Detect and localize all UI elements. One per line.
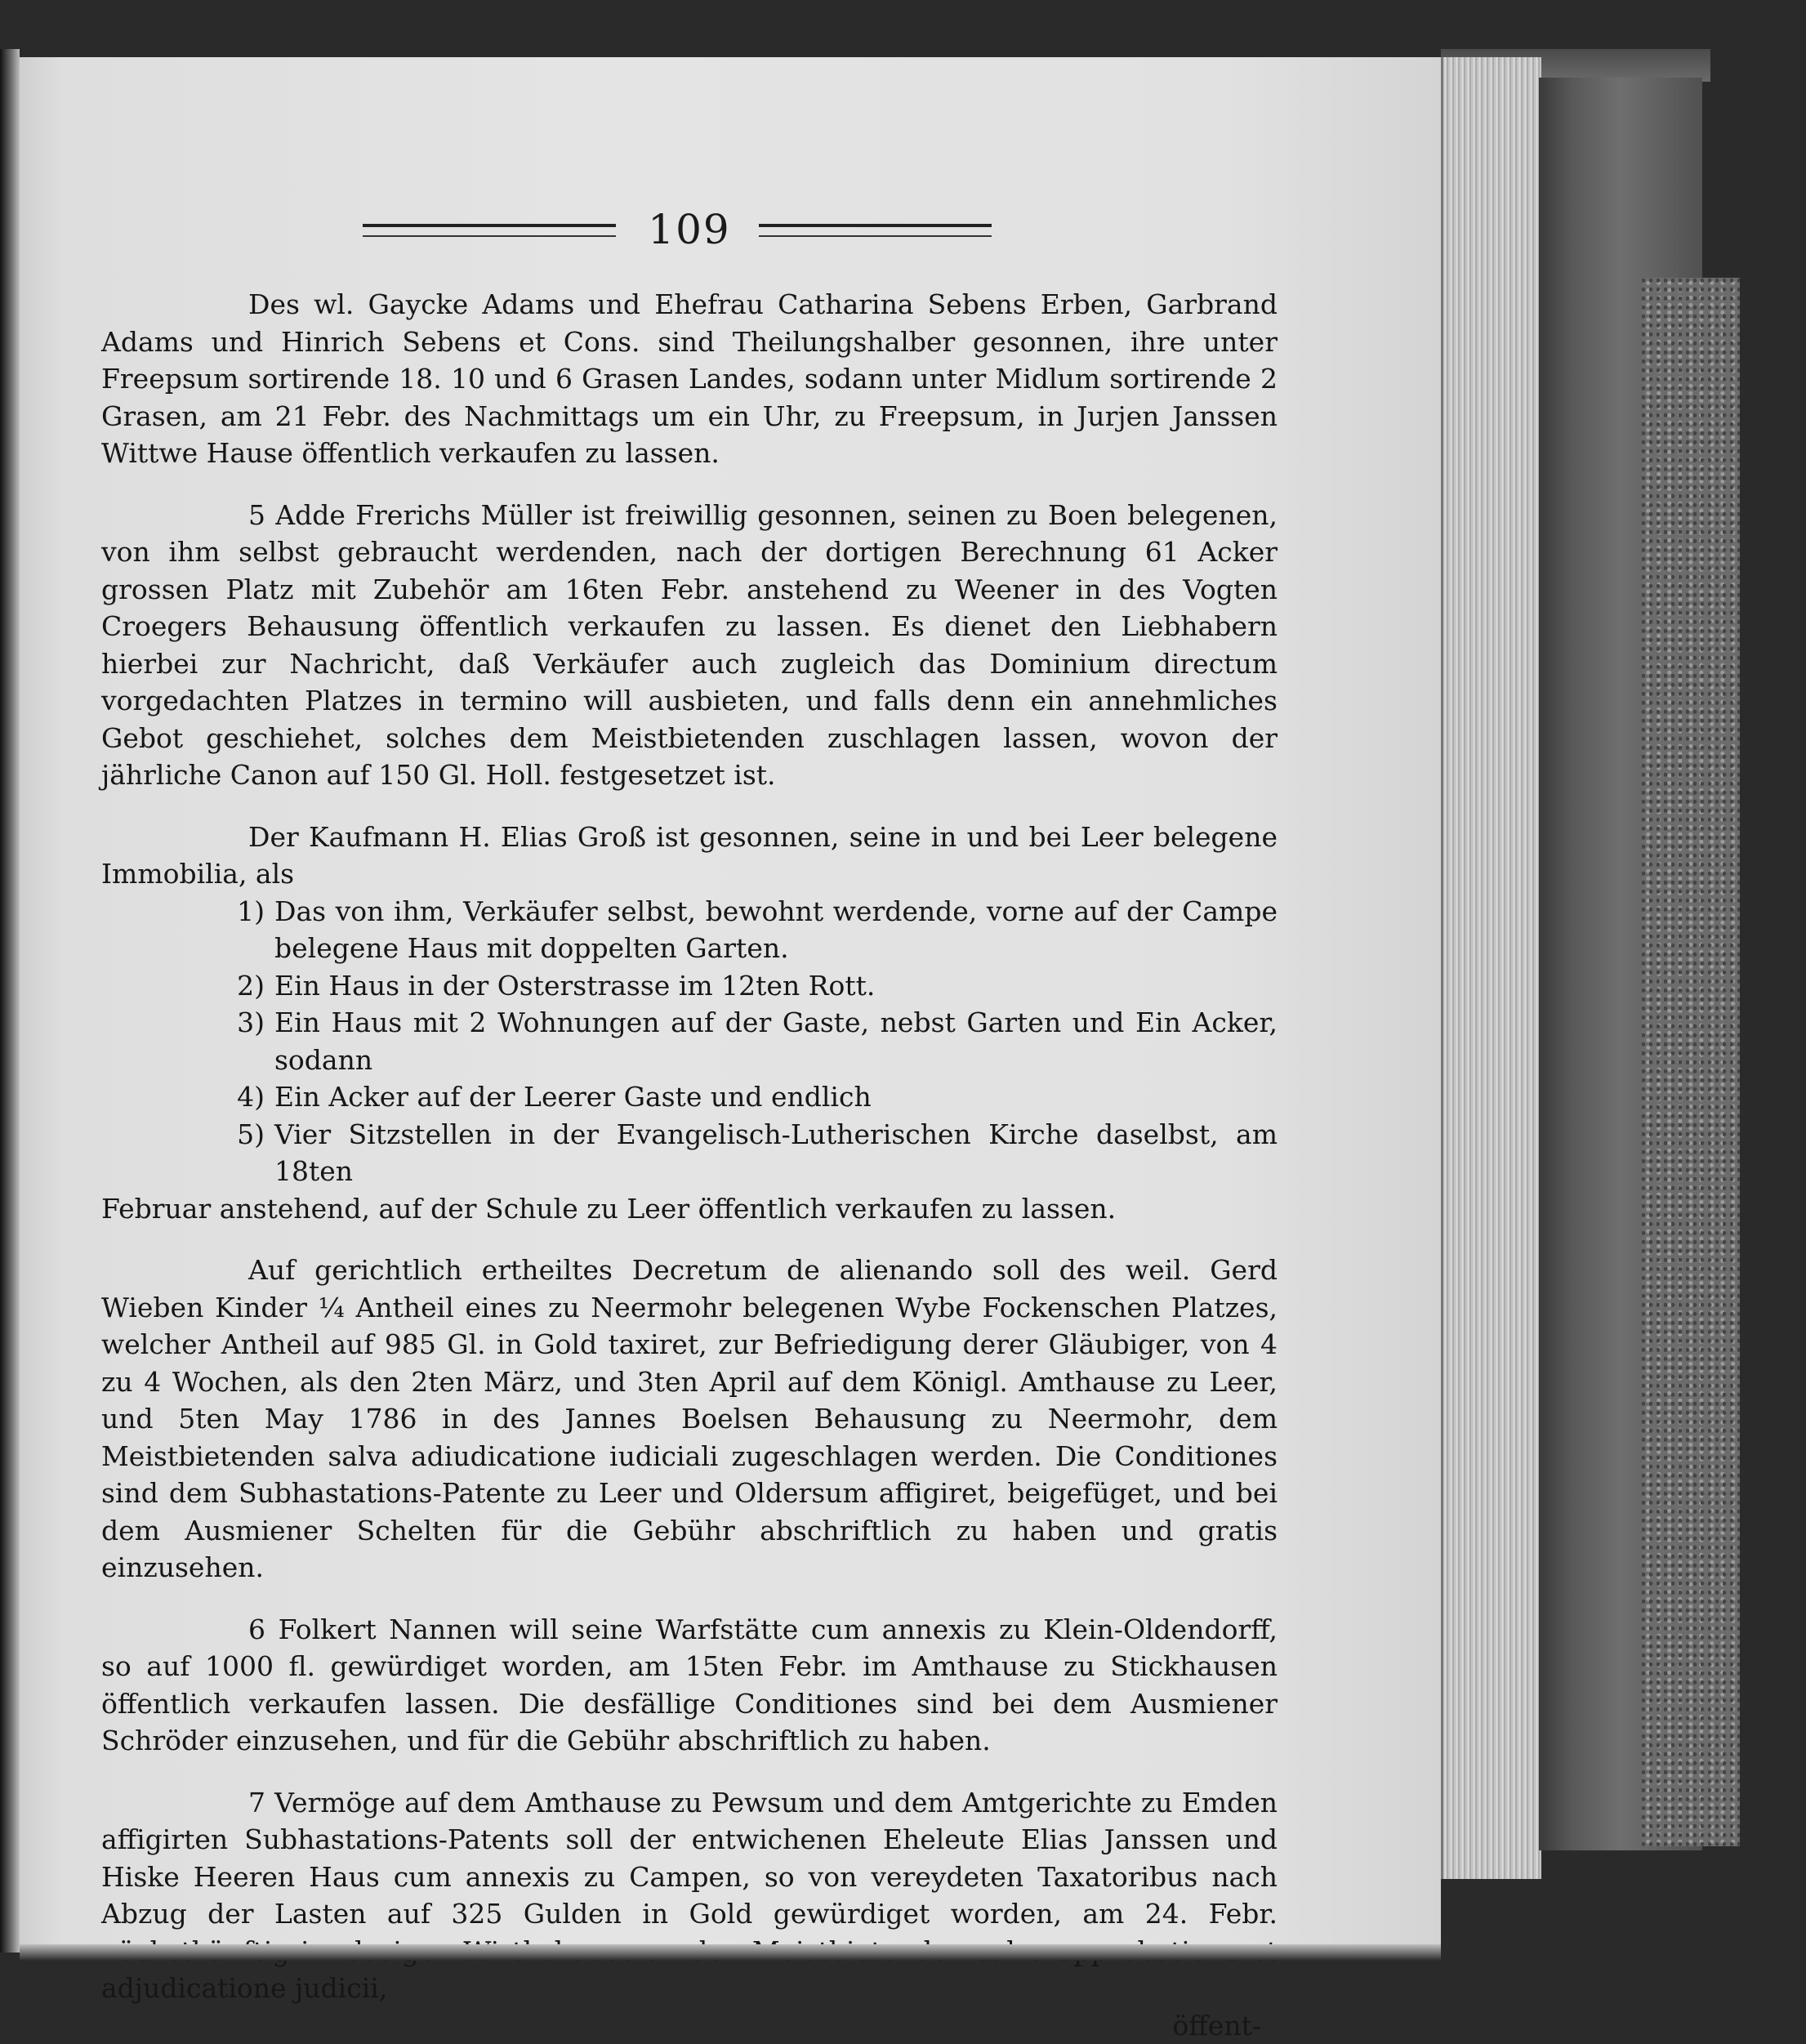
page-bottom-shadow [20, 1944, 1441, 1961]
list-item [101, 1116, 1278, 1190]
marbled-cover [1642, 278, 1740, 1846]
list-item [101, 967, 1278, 1005]
book-page [20, 57, 1441, 1953]
catchword: öffent- [101, 2007, 1278, 2044]
paragraph-3-intro: Der Kaufmann H. Elias Groß ist gesonnen, seine in und bei Leer belegene Immobilia, als [101, 819, 1278, 893]
header-rule-right [759, 224, 992, 237]
paragraph-6: 7 Vermöge auf dem Amthause zu Pewsum und dem Amtgerichte zu Emden affigirten Subhastations-Patents soll der entwichenen Eheleute Elias Janssen und Hiske Heeren Haus cum annexis zu Campen, so von vereydeten Taxatoribus nach Abzug der Lasten auf 325 Gulden in Gold gewürdiget worden, am 24. Febr. adjudicatione judicii, [101, 1784, 1278, 2007]
page-number: 109 [636, 206, 742, 253]
left-page-edge [0, 49, 20, 1953]
page-body [101, 286, 1278, 1953]
list-item-text: Ein Acker auf der Leerer Gaste und endlich [274, 1078, 1278, 1116]
list-item [101, 1004, 1278, 1078]
list-item-text: Das von ihm, Verkäufer selbst, bewohnt werdende, vorne auf der Campe belegene Haus mit doppelten Garten. [274, 893, 1278, 967]
paragraph-5: 6 Folkert Nannen will seine Warfstätte cum annexis zu Klein-Oldendorff, so auf 1000 fl. gewürdiget worden, am 15ten Febr. im Amthause zu Stickhausen öffentlich verkaufen lassen. Die desfällige Conditiones sind bei dem Ausmiener Schröder einzusehen, und für die Gebühr abschriftlich zu haben. [101, 1611, 1278, 1760]
paragraph-1: Des wl. Gaycke Adams und Ehefrau Catharina Sebens Erben, Garbrand Adams und Hinrich Sebens et Cons. sind Theilungshalber gesonnen, ihre unter Freepsum sortirende 18. 10 und 6 Grasen Landes, sodann unter Midlum sortirende 2 Grasen, am 21 Febr. des Nachmittags um ein Uhr, zu Freepsum, in Jurjen Janssen Wittwe Hause öffentlich verkaufen zu lassen. [101, 286, 1278, 472]
list-item-number: 2) [101, 967, 274, 1005]
list-item [101, 1078, 1278, 1116]
page-header [20, 211, 1441, 243]
list-item [101, 893, 1278, 967]
list-item-text: Ein Haus mit 2 Wohnungen auf der Gaste, nebst Garten und Ein Acker, sodann [274, 1004, 1278, 1078]
list-item-number: 4) [101, 1078, 274, 1116]
paragraph-2: 5 Adde Frerichs Müller ist freiwillig gesonnen, seinen zu Boen belegenen, von ihm selbst gebraucht werdenden, nach der dortigen Berechnung 61 Acker grossen Platz mit Zubehör am 16ten Febr. anstehend zu Weener in des Vogten Croegers Behausung öffentlich verkaufen zu lassen. Es dienet den Liebhabern hierbei zur Nachricht, daß Verkäufer auch zugleich das Dominium directum vorgedachten Platzes in termino will ausbieten, und falls denn ein annehmliches Gebot geschiehet, solches dem Meistbietenden zuschlagen lassen, wovon der jährliche Canon auf 150 Gl. Holl. festgesetzet ist. [101, 497, 1278, 794]
paragraph-3 [101, 819, 1278, 1228]
paragraph-4: Auf gerichtlich ertheiltes Decretum de alienando soll des weil. Gerd Wieben Kinder ¼ Antheil eines zu Neermohr belegenen Wybe Fockenschen Platzes, welcher Antheil auf 985 Gl. in Gold taxiret, zur Befriedigung derer Gläubiger, von 4 zu 4 Wochen, als den 2ten März, und 3ten April auf dem Königl. Amthause zu Leer, und 5ten May 1786 in des Jannes Boelsen Behausung zu Neermohr, dem Meistbietenden salva adiudicatione iudiciali zugeschlagen werden. Die Conditiones sind dem Subhastations-Patente zu Leer und Oldersum affigiret, beigefüget, und bei dem Ausmiener Schelten für die Gebühr abschriftlich zu haben und gratis einzusehen. [101, 1252, 1278, 1587]
header-rule-left [363, 224, 616, 237]
list-item-number: 3) [101, 1004, 274, 1078]
list-item-text: Vier Sitzstellen in der Evangelisch-Lutherischen Kirche daselbst, am 18ten [274, 1116, 1278, 1190]
page-edges-stack [1441, 57, 1541, 1879]
list-item-text: Ein Haus in der Osterstrasse im 12ten Rott. [274, 967, 1278, 1005]
list-item-number: 5) [101, 1116, 274, 1190]
list-item-number: 1) [101, 893, 274, 967]
paragraph-3-end: Februar anstehend, auf der Schule zu Leer öffentlich verkaufen zu lassen. [101, 1190, 1278, 1228]
